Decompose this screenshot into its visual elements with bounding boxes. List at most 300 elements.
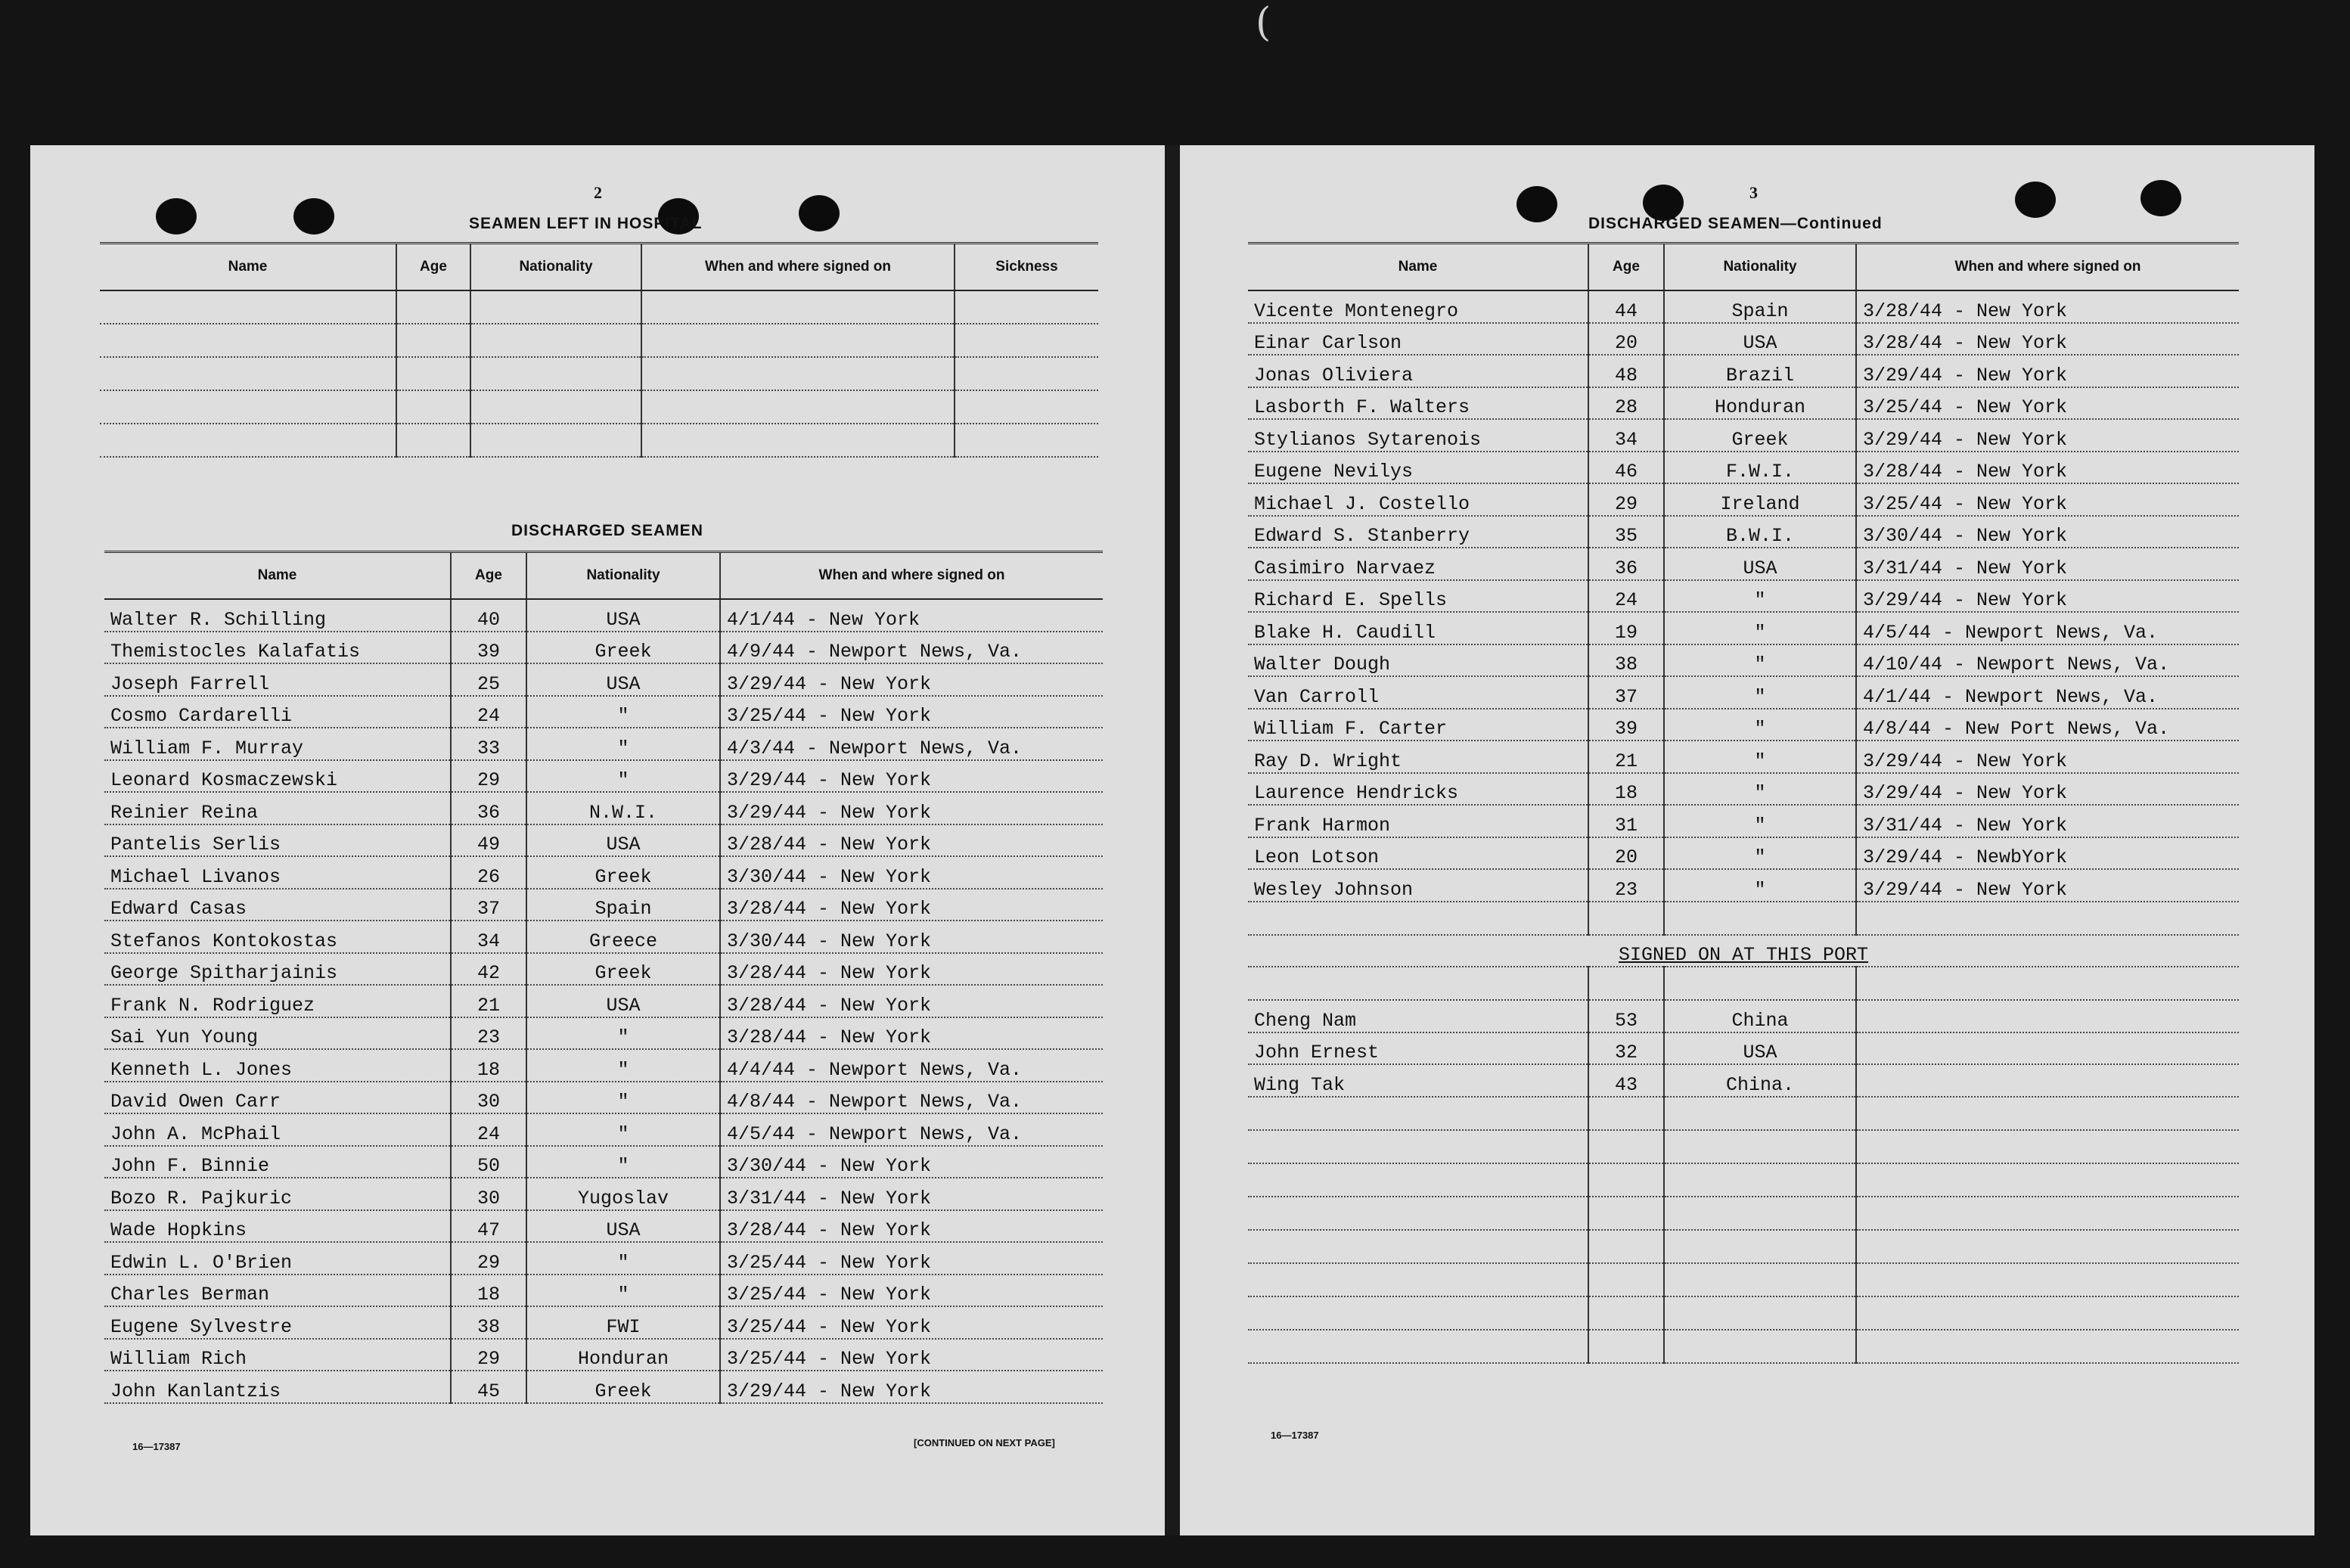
column-header: When and where signed on xyxy=(1856,244,2239,291)
nationality-cell: USA xyxy=(1664,323,1856,356)
page-number: 2 xyxy=(594,183,602,202)
nationality-cell: " xyxy=(1664,805,1856,837)
signed-on-cell: 3/31/44 - New York xyxy=(720,1178,1103,1210)
signed-on-cell: 3/25/44 - New York xyxy=(1856,483,2239,516)
name-cell: David Owen Carr xyxy=(104,1082,451,1114)
column-header: When and where signed on xyxy=(641,244,955,291)
name-cell: George Spitharjainis xyxy=(104,953,451,986)
table-row xyxy=(104,1082,1103,1114)
table-row xyxy=(104,1275,1103,1307)
nationality-cell: " xyxy=(526,696,720,728)
nationality-cell: " xyxy=(1664,580,1856,613)
signed-on-cell: 4/3/44 - Newport News, Va. xyxy=(720,728,1103,760)
age-cell: 35 xyxy=(1588,516,1664,548)
age-cell xyxy=(1588,1330,1664,1363)
table-row xyxy=(100,357,1098,390)
table-row xyxy=(1248,1197,2239,1230)
nationality-cell: N.W.I. xyxy=(526,792,720,824)
age-cell: 37 xyxy=(451,889,526,921)
column-header: Age xyxy=(451,552,526,600)
binder-hole xyxy=(2015,182,2056,218)
age-cell: 49 xyxy=(451,824,526,857)
nationality-cell: Ireland xyxy=(1664,483,1856,516)
age-cell: 30 xyxy=(451,1082,526,1114)
table-row xyxy=(1248,676,2239,709)
page-gutter xyxy=(1165,145,1180,1535)
age-cell xyxy=(1588,902,1664,935)
column-header: Nationality xyxy=(470,244,641,291)
table-row xyxy=(1248,1130,2239,1163)
age-cell: 23 xyxy=(451,1017,526,1050)
name-cell: Themistocles Kalafatis xyxy=(104,632,451,664)
age-cell: 39 xyxy=(1588,709,1664,741)
name-cell xyxy=(1248,1330,1588,1363)
table-row xyxy=(104,696,1103,728)
signed-on-cell xyxy=(1856,1296,2239,1330)
signed-on-cell: 4/4/44 - Newport News, Va. xyxy=(720,1049,1103,1082)
signed-on-cell: 3/31/44 - New York xyxy=(1856,805,2239,837)
age-cell: 18 xyxy=(451,1275,526,1307)
table-row xyxy=(104,792,1103,824)
column-header: Name xyxy=(100,244,396,291)
age-cell: 45 xyxy=(451,1371,526,1403)
age-cell: 24 xyxy=(451,1113,526,1146)
nationality-cell xyxy=(1664,1097,1856,1130)
table-row xyxy=(104,889,1103,921)
name-cell: Wade Hopkins xyxy=(104,1210,451,1243)
nationality-cell: USA xyxy=(526,985,720,1017)
signed-on-cell: 3/30/44 - New York xyxy=(720,856,1103,889)
nationality-cell: " xyxy=(526,1049,720,1082)
nationality-cell: " xyxy=(1664,644,1856,677)
table-row xyxy=(1248,548,2239,580)
table-row xyxy=(1248,290,2239,323)
age-cell: 43 xyxy=(1588,1064,1664,1097)
nationality-cell: " xyxy=(526,1082,720,1114)
signed-on-cell: 4/10/44 - Newport News, Va. xyxy=(1856,644,2239,677)
age-cell: 40 xyxy=(451,599,526,632)
table-row xyxy=(104,632,1103,664)
name-cell: Ray D. Wright xyxy=(1248,741,1588,773)
age-cell xyxy=(1588,1130,1664,1163)
column-header: Name xyxy=(1248,244,1588,291)
nationality-cell xyxy=(1664,967,1856,1000)
age-cell: 34 xyxy=(451,921,526,953)
name-cell: Joseph Farrell xyxy=(104,663,451,696)
table-row xyxy=(1248,805,2239,837)
table-row xyxy=(1248,355,2239,387)
nationality-cell: Spain xyxy=(1664,290,1856,323)
nationality-cell xyxy=(1664,1197,1856,1230)
nationality-cell: Greek xyxy=(526,1371,720,1403)
name-cell: Cheng Nam xyxy=(1248,1000,1588,1032)
age-cell: 20 xyxy=(1588,323,1664,356)
table-row xyxy=(100,290,1098,324)
name-cell xyxy=(1248,1296,1588,1330)
nationality-cell xyxy=(1664,1230,1856,1263)
age-cell xyxy=(1588,1296,1664,1330)
name-cell: Vicente Montenegro xyxy=(1248,290,1588,323)
name-cell: John Ernest xyxy=(1248,1032,1588,1065)
signed-on-cell: 3/25/44 - New York xyxy=(720,1306,1103,1339)
age-cell: 50 xyxy=(451,1146,526,1178)
name-cell: Frank Harmon xyxy=(1248,805,1588,837)
binder-hole xyxy=(156,198,197,234)
age-cell: 18 xyxy=(1588,773,1664,806)
age-cell: 18 xyxy=(451,1049,526,1082)
signed-on-cell: 3/25/44 - New York xyxy=(720,1275,1103,1307)
name-cell xyxy=(1248,1263,1588,1296)
signed-on-cell xyxy=(1856,1197,2239,1230)
age-cell xyxy=(1588,1263,1664,1296)
name-cell: Wesley Johnson xyxy=(1248,869,1588,902)
name-cell: Eugene Sylvestre xyxy=(104,1306,451,1339)
table-row xyxy=(104,728,1103,760)
signed-on-cell: 3/28/44 - New York xyxy=(720,1210,1103,1243)
table-row xyxy=(104,1306,1103,1339)
nationality-cell: USA xyxy=(526,824,720,857)
column-header: Sickness xyxy=(955,244,1098,291)
name-cell: Charles Berman xyxy=(104,1275,451,1307)
name-cell: Bozo R. Pajkuric xyxy=(104,1178,451,1210)
signed-on-cell: 3/28/44 - New York xyxy=(720,985,1103,1017)
name-cell: Stefanos Kontokostas xyxy=(104,921,451,953)
nationality-cell: " xyxy=(1664,741,1856,773)
signed-on-cell: 3/29/44 - New York xyxy=(1856,773,2239,806)
table-row xyxy=(104,953,1103,986)
nationality-cell xyxy=(1664,1263,1856,1296)
signed-on-cell: 3/25/44 - New York xyxy=(720,1242,1103,1275)
hospital-table xyxy=(100,242,1098,458)
age-cell: 47 xyxy=(451,1210,526,1243)
signed-on-cell: 3/28/44 - New York xyxy=(720,824,1103,857)
signed-on-cell: 3/28/44 - New York xyxy=(720,889,1103,921)
name-cell: Walter Dough xyxy=(1248,644,1588,677)
hospital-heading: SEAMEN LEFT IN HOSPITAL xyxy=(469,215,703,232)
table-row xyxy=(104,1146,1103,1178)
name-cell: Richard E. Spells xyxy=(1248,580,1588,613)
signed-on-cell: 4/8/44 - New Port News, Va. xyxy=(1856,709,2239,741)
nationality-cell: " xyxy=(1664,676,1856,709)
nationality-cell xyxy=(1664,1130,1856,1163)
binder-hole xyxy=(1516,186,1557,222)
table-row xyxy=(1248,644,2239,677)
discharged-heading: DISCHARGED SEAMEN xyxy=(511,522,703,539)
table-row xyxy=(1248,773,2239,806)
age-cell: 32 xyxy=(1588,1032,1664,1065)
table-row xyxy=(104,921,1103,953)
nationality-cell: Greek xyxy=(1664,419,1856,452)
name-cell: John F. Binnie xyxy=(104,1146,451,1178)
signed-on-cell xyxy=(1856,1263,2239,1296)
signed-on-cell: 3/25/44 - New York xyxy=(720,696,1103,728)
signed-on-cell: 3/30/44 - New York xyxy=(1856,516,2239,548)
table-row xyxy=(100,424,1098,457)
age-cell: 44 xyxy=(1588,290,1664,323)
name-cell: Michael Livanos xyxy=(104,856,451,889)
nationality-cell: " xyxy=(1664,837,1856,870)
nationality-cell: B.W.I. xyxy=(1664,516,1856,548)
table-row xyxy=(100,324,1098,357)
signed-on-cell: 3/29/44 - New York xyxy=(1856,580,2239,613)
age-cell: 26 xyxy=(451,856,526,889)
age-cell: 20 xyxy=(1588,837,1664,870)
signed-on-cell: 3/30/44 - New York xyxy=(720,921,1103,953)
age-cell: 29 xyxy=(451,1339,526,1371)
signed-on-cell: 3/29/44 - New York xyxy=(720,760,1103,793)
name-cell: John Kanlantzis xyxy=(104,1371,451,1403)
name-cell: Leonard Kosmaczewski xyxy=(104,760,451,793)
age-cell: 48 xyxy=(1588,355,1664,387)
signed-on-cell xyxy=(1856,1330,2239,1363)
table-row xyxy=(104,663,1103,696)
signed-on-cell: 3/30/44 - New York xyxy=(720,1146,1103,1178)
table-row xyxy=(1248,837,2239,870)
signed-on-cell: 3/28/44 - New York xyxy=(720,953,1103,986)
table-row xyxy=(1248,1064,2239,1097)
table-row xyxy=(1248,902,2239,935)
name-cell: Cosmo Cardarelli xyxy=(104,696,451,728)
nationality-cell: Greek xyxy=(526,856,720,889)
age-cell xyxy=(1588,1230,1664,1263)
signed-on-cell: 3/29/44 - New York xyxy=(1856,741,2239,773)
name-cell: Kenneth L. Jones xyxy=(104,1049,451,1082)
table-row xyxy=(1248,1000,2239,1032)
age-cell: 23 xyxy=(1588,869,1664,902)
age-cell: 33 xyxy=(451,728,526,760)
table-row xyxy=(1248,1296,2239,1330)
nationality-cell: USA xyxy=(526,599,720,632)
nationality-cell: Honduran xyxy=(1664,387,1856,420)
nationality-cell: Greek xyxy=(526,632,720,664)
table-row xyxy=(104,1242,1103,1275)
name-cell: Michael J. Costello xyxy=(1248,483,1588,516)
nationality-cell: " xyxy=(1664,869,1856,902)
name-cell: Edward Casas xyxy=(104,889,451,921)
age-cell: 21 xyxy=(1588,741,1664,773)
nationality-cell: Spain xyxy=(526,889,720,921)
nationality-cell: FWI xyxy=(526,1306,720,1339)
name-cell: William Rich xyxy=(104,1339,451,1371)
age-cell: 25 xyxy=(451,663,526,696)
binder-hole xyxy=(293,198,334,234)
nationality-cell: " xyxy=(526,1275,720,1307)
name-cell: Blake H. Caudill xyxy=(1248,612,1588,644)
name-cell: Jonas Oliviera xyxy=(1248,355,1588,387)
signed-on-cell xyxy=(1856,1032,2239,1065)
margin-mark: ( xyxy=(1256,0,1271,45)
nationality-cell: " xyxy=(1664,709,1856,741)
table-row xyxy=(104,1339,1103,1371)
name-cell xyxy=(1248,967,1588,1000)
nationality-cell xyxy=(1664,1296,1856,1330)
name-cell: William F. Murray xyxy=(104,728,451,760)
table-row xyxy=(1248,967,2239,1000)
nationality-cell xyxy=(1664,1330,1856,1363)
age-cell: 53 xyxy=(1588,1000,1664,1032)
nationality-cell: " xyxy=(526,1242,720,1275)
signed-on-cell: 4/1/44 - New York xyxy=(720,599,1103,632)
table-row xyxy=(104,1113,1103,1146)
name-cell xyxy=(1248,1230,1588,1263)
name-cell: Wing Tak xyxy=(1248,1064,1588,1097)
name-cell: Einar Carlson xyxy=(1248,323,1588,356)
signed-on-cell: 3/29/44 - New York xyxy=(720,1371,1103,1403)
signed-on-cell: 4/8/44 - Newport News, Va. xyxy=(720,1082,1103,1114)
age-cell: 39 xyxy=(451,632,526,664)
name-cell: Reinier Reina xyxy=(104,792,451,824)
name-cell: Sai Yun Young xyxy=(104,1017,451,1050)
signed-on-subhead-row xyxy=(1248,935,2239,967)
table-row xyxy=(1248,1330,2239,1363)
nationality-cell: " xyxy=(1664,612,1856,644)
signed-on-cell xyxy=(1856,1064,2239,1097)
name-cell: Leon Lotson xyxy=(1248,837,1588,870)
name-cell: John A. McPhail xyxy=(104,1113,451,1146)
continued-heading: DISCHARGED SEAMEN—Continued xyxy=(1588,215,1883,232)
page-number: 3 xyxy=(1749,183,1758,202)
signed-on-cell: 3/28/44 - New York xyxy=(1856,323,2239,356)
table-row xyxy=(104,985,1103,1017)
signed-on-cell: 3/28/44 - New York xyxy=(1856,452,2239,484)
age-cell: 38 xyxy=(451,1306,526,1339)
table-row xyxy=(104,1049,1103,1082)
table-row xyxy=(1248,1163,2239,1197)
binder-hole xyxy=(799,195,840,231)
nationality-cell: USA xyxy=(1664,1032,1856,1065)
table-row xyxy=(1248,741,2239,773)
nationality-cell: USA xyxy=(526,663,720,696)
column-header: Nationality xyxy=(1664,244,1856,291)
table-row xyxy=(1248,419,2239,452)
age-cell: 19 xyxy=(1588,612,1664,644)
age-cell: 46 xyxy=(1588,452,1664,484)
nationality-cell: Greek xyxy=(526,953,720,986)
table-row xyxy=(1248,612,2239,644)
age-cell: 29 xyxy=(1588,483,1664,516)
name-cell: Laurence Hendricks xyxy=(1248,773,1588,806)
name-cell: Eugene Nevilys xyxy=(1248,452,1588,484)
signed-on-cell xyxy=(1856,1163,2239,1197)
age-cell: 42 xyxy=(451,953,526,986)
nationality-cell: Honduran xyxy=(526,1339,720,1371)
name-cell xyxy=(1248,1130,1588,1163)
signed-on-cell xyxy=(1856,1000,2239,1032)
age-cell: 37 xyxy=(1588,676,1664,709)
signed-on-cell: 3/29/44 - NewbYork xyxy=(1856,837,2239,870)
table-row xyxy=(1248,1097,2239,1130)
signed-on-cell: 4/5/44 - Newport News, Va. xyxy=(1856,612,2239,644)
signed-on-heading: SIGNED ON AT THIS PORT xyxy=(1248,935,2239,967)
name-cell: Stylianos Sytarenois xyxy=(1248,419,1588,452)
name-cell xyxy=(1248,1097,1588,1130)
signed-on-cell xyxy=(1856,1097,2239,1130)
nationality-cell: " xyxy=(526,760,720,793)
discharged-continued-table xyxy=(1248,242,2239,1364)
age-cell: 36 xyxy=(1588,548,1664,580)
name-cell: Edwin L. O'Brien xyxy=(104,1242,451,1275)
column-header: Age xyxy=(1588,244,1664,291)
table-row xyxy=(104,1371,1103,1403)
age-cell: 31 xyxy=(1588,805,1664,837)
age-cell: 34 xyxy=(1588,419,1664,452)
age-cell xyxy=(1588,1197,1664,1230)
name-cell: Frank N. Rodriguez xyxy=(104,985,451,1017)
table-row xyxy=(104,599,1103,632)
nationality-cell xyxy=(1664,902,1856,935)
name-cell: Pantelis Serlis xyxy=(104,824,451,857)
nationality-cell: Brazil xyxy=(1664,355,1856,387)
nationality-cell: F.W.I. xyxy=(1664,452,1856,484)
table-row xyxy=(1248,323,2239,356)
column-header: Age xyxy=(396,244,470,291)
signed-on-cell: 3/25/44 - New York xyxy=(720,1339,1103,1371)
column-header: Nationality xyxy=(526,552,720,600)
nationality-cell: Greece xyxy=(526,921,720,953)
age-cell xyxy=(1588,967,1664,1000)
signed-on-cell: 3/31/44 - New York xyxy=(1856,548,2239,580)
signed-on-cell: 3/29/44 - New York xyxy=(720,792,1103,824)
table-row xyxy=(1248,387,2239,420)
table-row xyxy=(1248,1230,2239,1263)
table-row xyxy=(104,760,1103,793)
age-cell: 29 xyxy=(451,760,526,793)
continued-note: [CONTINUED ON NEXT PAGE] xyxy=(914,1437,1055,1448)
nationality-cell: USA xyxy=(526,1210,720,1243)
form-number: 16—17387 xyxy=(132,1441,181,1452)
name-cell: Edward S. Stanberry xyxy=(1248,516,1588,548)
age-cell: 28 xyxy=(1588,387,1664,420)
binder-hole xyxy=(2140,180,2181,216)
nationality-cell: Yugoslav xyxy=(526,1178,720,1210)
column-header: When and where signed on xyxy=(720,552,1103,600)
signed-on-cell xyxy=(1856,1130,2239,1163)
age-cell: 24 xyxy=(451,696,526,728)
table-row xyxy=(1248,516,2239,548)
table-row xyxy=(100,390,1098,424)
age-cell: 29 xyxy=(451,1242,526,1275)
table-row xyxy=(104,856,1103,889)
nationality-cell: " xyxy=(526,728,720,760)
signed-on-cell: 3/29/44 - New York xyxy=(720,663,1103,696)
name-cell: Casimiro Narvaez xyxy=(1248,548,1588,580)
name-cell xyxy=(1248,1197,1588,1230)
signed-on-cell: 3/28/44 - New York xyxy=(720,1017,1103,1050)
name-cell xyxy=(1248,902,1588,935)
signed-on-cell: 3/29/44 - New York xyxy=(1856,869,2239,902)
nationality-cell: " xyxy=(526,1113,720,1146)
age-cell xyxy=(1588,1097,1664,1130)
name-cell: Lasborth F. Walters xyxy=(1248,387,1588,420)
nationality-cell xyxy=(1664,1163,1856,1197)
table-row xyxy=(1248,1032,2239,1065)
nationality-cell: China xyxy=(1664,1000,1856,1032)
signed-on-cell: 3/29/44 - New York xyxy=(1856,419,2239,452)
nationality-cell: " xyxy=(526,1017,720,1050)
column-header: Name xyxy=(104,552,451,600)
nationality-cell: USA xyxy=(1664,548,1856,580)
table-row xyxy=(1248,580,2239,613)
signed-on-cell: 4/9/44 - Newport News, Va. xyxy=(720,632,1103,664)
table-row xyxy=(1248,483,2239,516)
signed-on-cell: 3/28/44 - New York xyxy=(1856,290,2239,323)
table-row xyxy=(1248,1263,2239,1296)
table-row xyxy=(1248,709,2239,741)
table-row xyxy=(1248,869,2239,902)
age-cell: 38 xyxy=(1588,644,1664,677)
name-cell: Van Carroll xyxy=(1248,676,1588,709)
name-cell: Walter R. Schilling xyxy=(104,599,451,632)
